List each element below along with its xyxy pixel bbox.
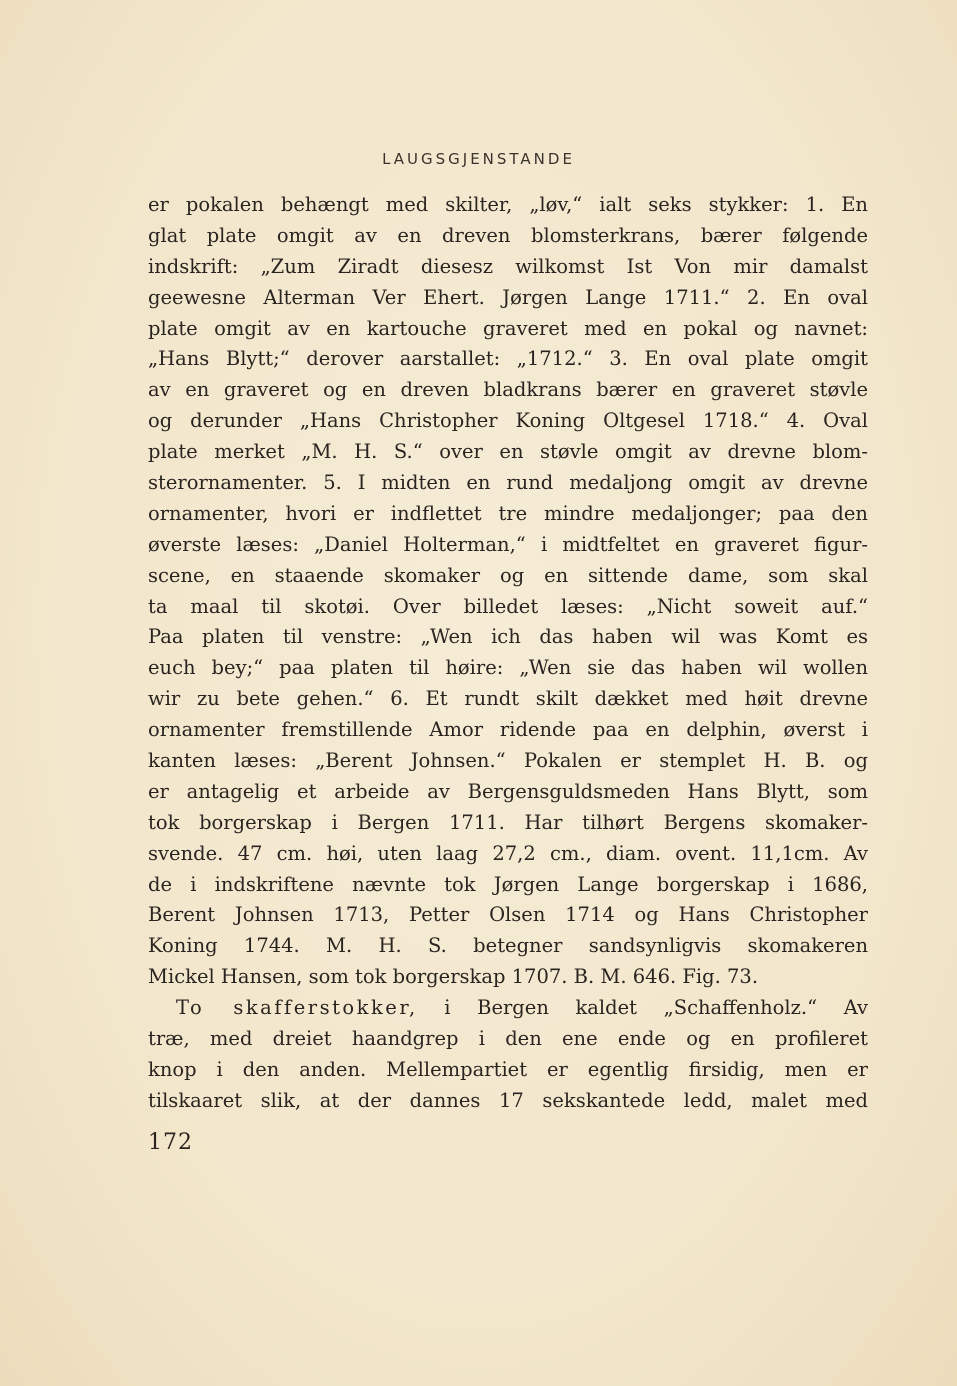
text-line: og derunder „Hans Christopher Koning Oltgesel 1718.“ 4. Oval: [148, 409, 868, 433]
text-line: Paa platen til venstre: „Wen ich das haben wil was Komt es: [148, 625, 868, 649]
text-line: Mickel Hansen, som tok borgerskap 1707. B. M. 646. Fig. 73.: [148, 965, 759, 989]
body-text: [148, 190, 868, 1117]
text-line: træ, med dreiet haandgrep i den ene ende og en profileret: [148, 1027, 868, 1051]
text-line: ta maal til skotøi. Over billedet læses: „Nicht soweit auf.“: [148, 594, 868, 618]
text-line: de i indskriftene nævnte tok Jørgen Lange borgerskap i 1686,: [148, 872, 868, 896]
text-line: er pokalen behængt med skilter, „løv,“ ialt seks stykker: 1. En: [148, 193, 868, 216]
text-line: „Hans Blytt;“ derover aarstallet: „1712.“ 3. En oval plate omgit: [148, 347, 868, 371]
text-line: av en graveret og en dreven bladkrans bærer en graveret støvle: [148, 378, 868, 402]
text-line: Koning 1744. M. H. S. betegner sandsynligvis skomakeren: [148, 934, 868, 958]
text-line: wir zu bete gehen.“ 6. Et rundt skilt dækket med høit drevne: [148, 687, 868, 711]
running-head: LAUGSGJENSTANDE: [382, 150, 575, 168]
text-line: øverste læses: „Daniel Holterman,“ i midtfeltet en graveret figur-: [148, 532, 868, 556]
text-line: geewesne Alterman Ver Ehert. Jørgen Lange 1711.“ 2. En oval: [148, 285, 868, 309]
lead-line-rest: i Bergen kaldet „Schaffenholz.“ Av: [417, 996, 868, 1020]
text-line: plate omgit av en kartouche graveret med en pokal og navnet:: [148, 316, 868, 340]
text-line: plate merket „M. H. S.“ over en støvle omgit av drevne blom-: [148, 440, 868, 464]
paragraph-first-line: [148, 993, 868, 1024]
text-line: tilskaaret slik, at der dannes 17 sekskantede ledd, malet med: [148, 1088, 868, 1112]
text-line: sterornamenter. 5. I midten en rund medaljong omgit av drevne: [148, 471, 868, 495]
text-line: ornamenter fremstillende Amor ridende paa en delphin, øverst i: [148, 718, 868, 742]
text-line: tok borgerskap i Bergen 1711. Har tilhørt Bergens skomaker-: [148, 810, 868, 834]
spaced-lead-words: To skafferstokker,: [176, 996, 418, 1020]
text-line: kanten læses: „Berent Johnsen.“ Pokalen er stemplet H. B. og: [148, 749, 868, 773]
text-line: knop i den anden. Mellempartiet er egentlig firsidig, men er: [148, 1057, 868, 1081]
text-line: euch bey;“ paa platen til høire: „Wen sie das haben wil wollen: [148, 656, 868, 680]
text-line: glat plate omgit av en dreven blomsterkrans, bærer følgende: [148, 223, 868, 247]
text-line: ornamenter, hvori er indflettet tre mindre medaljonger; paa den: [148, 501, 868, 525]
text-line: er antagelig et arbeide av Bergensguldsmeden Hans Blytt, som: [148, 779, 868, 803]
text-line: Berent Johnsen 1713, Petter Olsen 1714 og Hans Christopher: [148, 903, 868, 927]
text-line: scene, en staaende skomaker og en sittende dame, som skal: [148, 563, 868, 587]
text-line: svende. 47 cm. høi, uten laag 27,2 cm., diam. ovent. 11,1cm. Av: [148, 841, 868, 865]
page-number: 172: [148, 1130, 193, 1155]
text-line: indskrift: „Zum Ziradt diesesz wilkomst Ist Von mir damalst: [148, 254, 868, 278]
